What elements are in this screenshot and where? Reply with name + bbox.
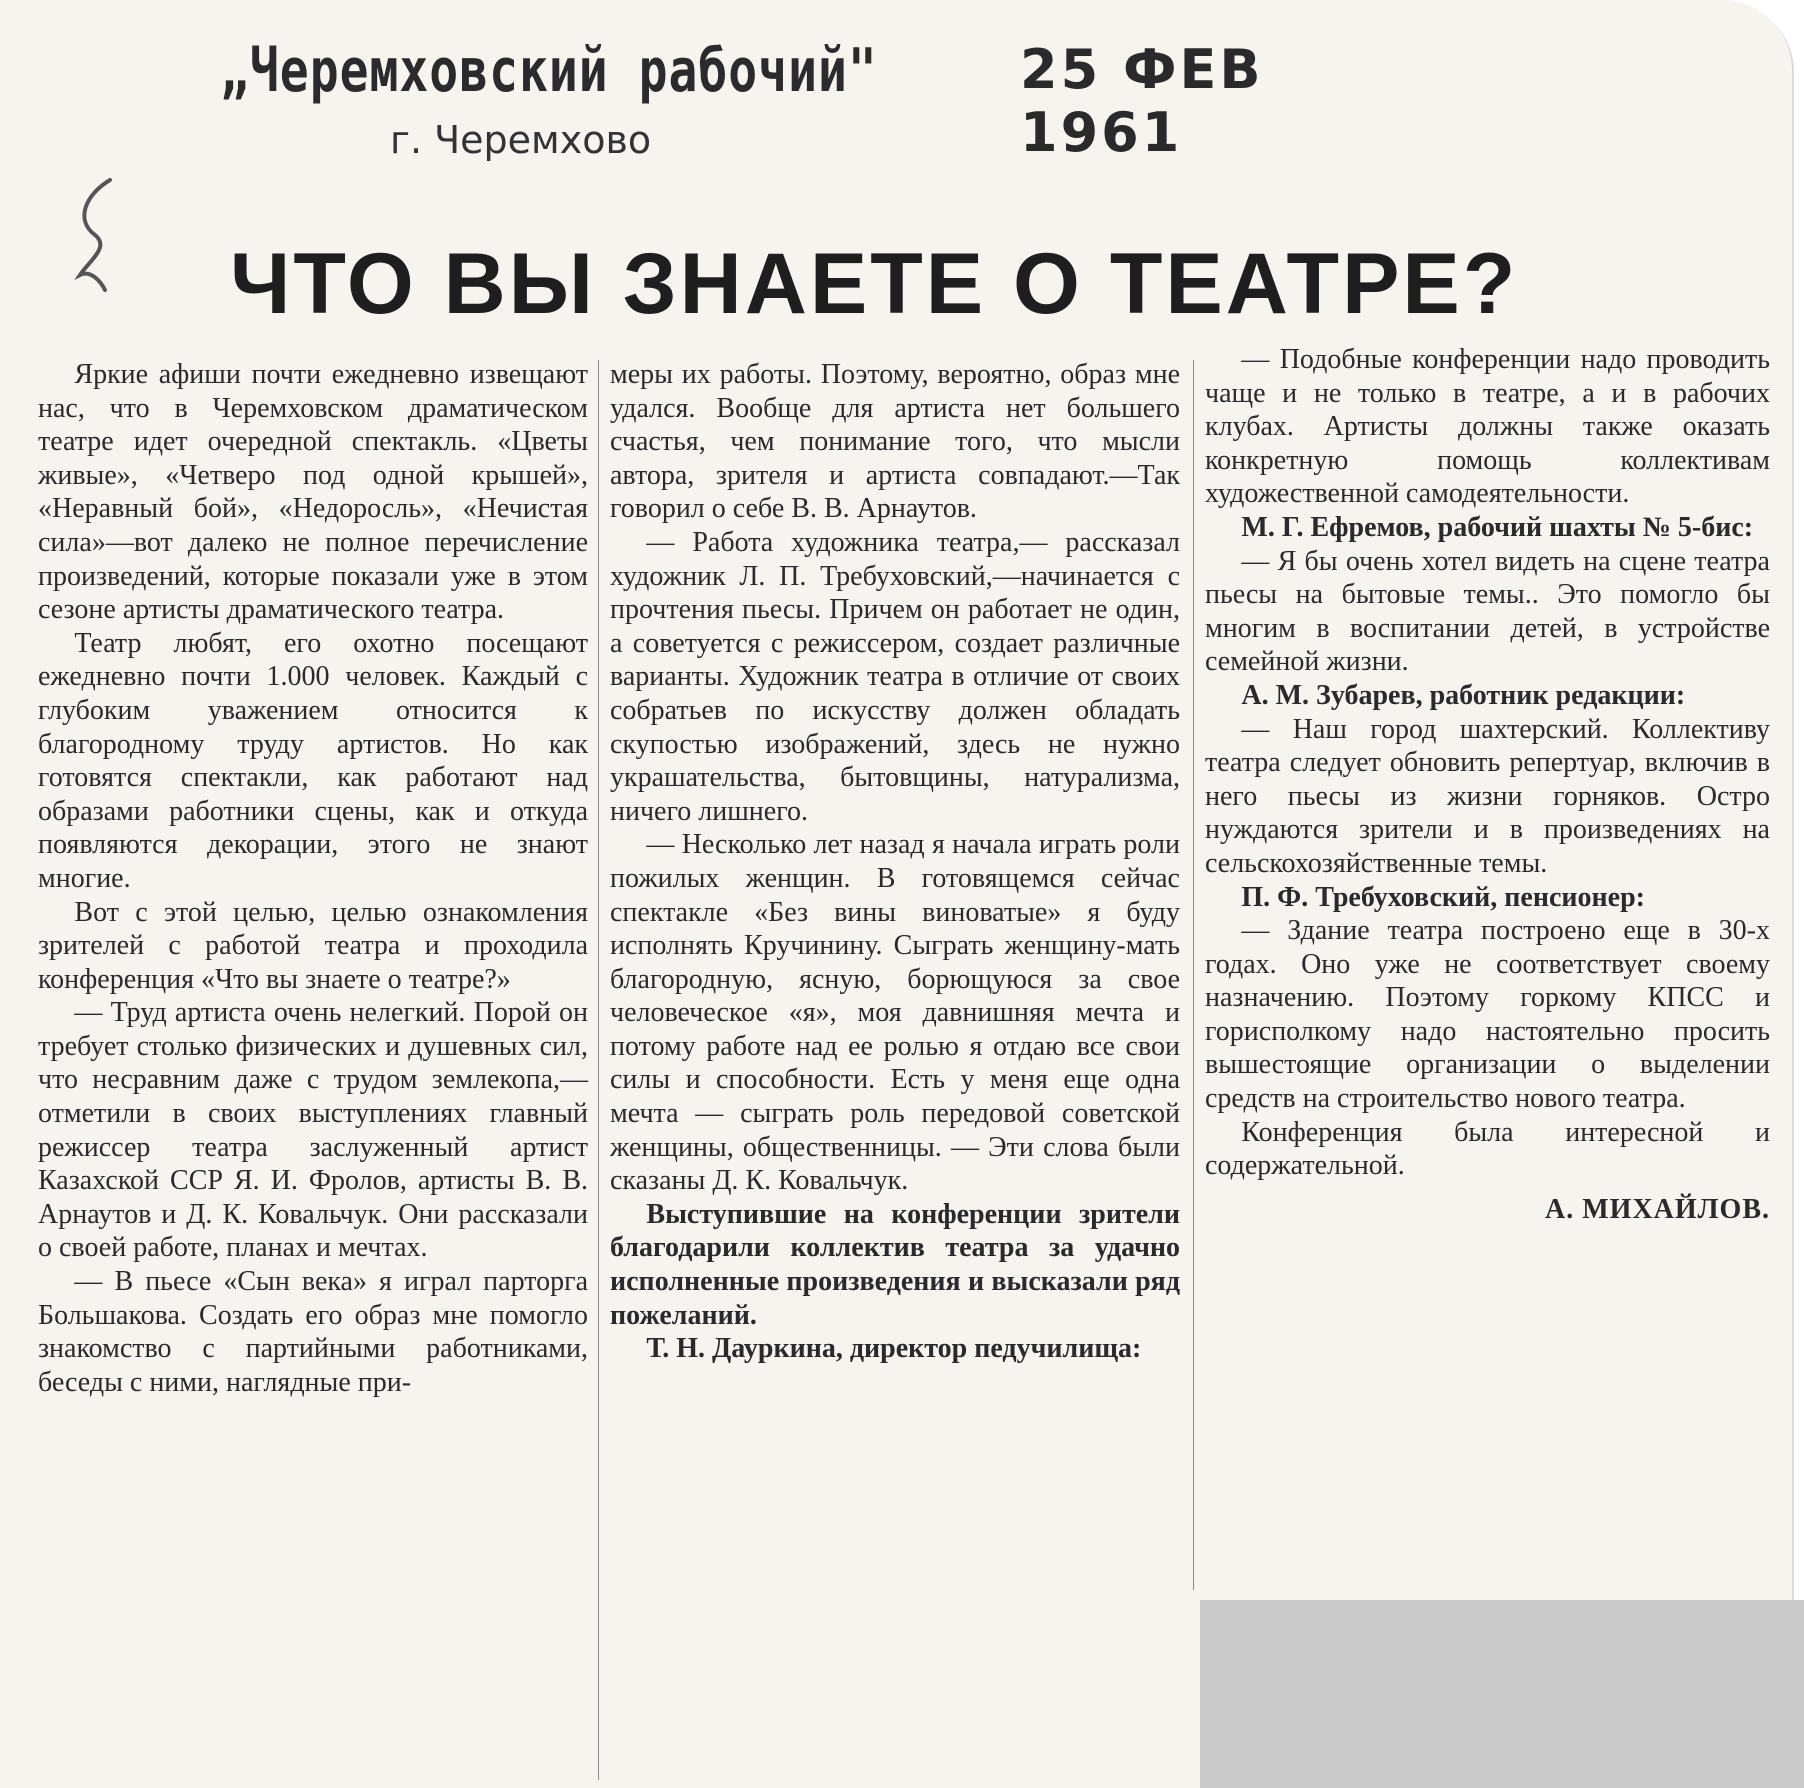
speaker-attribution: Т. Н. Дауркина, директор педучилища: xyxy=(646,1333,1142,1365)
speaker-attribution: П. Ф. Требуховский, пенсионер: xyxy=(1241,881,1645,913)
paragraph: — Труд артиста очень нелегкий. Порой он требует столько физических и душевных сил, что несравним даже с трудом землекопа,—отметили в своих выступлениях главный режиссер театра заслуженный артист Казахской ССР Я. И. Фролов, артисты В. В. Арнаутов и Д. К. Ковальчук. Они рассказали о своей работе, планах и мечтах. xyxy=(38,997,588,1264)
article-column-2 xyxy=(610,358,1180,1366)
author-signature: А. МИХАЙЛОВ. xyxy=(1545,1193,1770,1225)
clipping-cut-corner xyxy=(1200,1600,1804,1788)
speaker-attribution: М. Г. Ефремов, рабочий шахты № 5-бис: xyxy=(1241,511,1754,543)
paragraph: Театр любят, его охотно посещают ежедневно почти 1.000 человек. Каждый с глубоким уважением относится к благородному труду артистов. Но как готовятся спектакли, как работают над образами работники сцены, как и откуда появляются декорации, этого не знают многие. xyxy=(38,627,588,894)
paragraph: — Несколько лет назад я начала играть роли пожилых женщин. В готовящемся сейчас спектакле «Без вины виноватые» я буду исполнять Кручинину. Сыграть женщину-мать благородную, ясную, борющуюся за свое человеческое «я», моя давнишняя мечта и потому работе над ее ролью я отдаю все свои силы и способности. Есть у меня еще одна мечта — сыграть роль передовой советской женщины, общественницы. — Эти слова были сказаны Д. К. Ковальчук. xyxy=(610,829,1180,1197)
masthead xyxy=(220,36,1420,166)
article-headline: ЧТО ВЫ ЗНАЕТЕ О ТЕАТРЕ? xyxy=(230,236,1519,332)
paragraph: Яркие афиши почти ежедневно извещают нас, что в Черемховском драматическом театре идет очередной спектакль. «Цветы живые», «Четверо под одной крышей», «Неравный бой», «Недоросль», «Нечистая сила»—вот далеко не полное перечисление произведений, которые показали уже в этом сезоне артисты драматического театра. xyxy=(38,359,588,626)
article-column-1 xyxy=(38,358,588,1399)
column-divider xyxy=(1193,360,1194,1590)
column-divider xyxy=(598,360,599,1780)
paragraph: Вот с этой целью, целью ознакомления зрителей с работой театра и проходила конференция «Что вы знаете о театре?» xyxy=(38,896,588,995)
paragraph: — Я бы очень хотел видеть на сцене театра пьесы на бытовые темы.. Это помогло бы многим в воспитании детей, в устройстве семейной жизни. xyxy=(1205,545,1770,678)
paragraph: меры их работы. Поэтому, вероятно, образ мне удался. Вообще для артиста нет большего счастья, чем понимание того, что мысли автора, зрителя и артиста совпадают.—Так говорил о себе В. В. Арнаутов. xyxy=(610,359,1180,525)
newspaper-name-stamp: „Черемховский рабочий" xyxy=(220,36,878,106)
paragraph: — Работа художника театра,— рассказал художник Л. П. Требуховский,—начинается с прочтения пьесы. Причем он работает не один, а советуется с режиссером, создает различные варианты. Художник театра в отличие от своих собратьев по искусству должен обладать скупостью изображений, здесь не нужно украшательства, бытовщины, натурализма, ничего лишнего. xyxy=(610,526,1180,827)
article-column-3 xyxy=(1205,343,1770,1226)
paragraph: — Наш город шахтерский. Коллективу театра следует обновить репертуар, включив в него пьесы из жизни горняков. Остро нуждаются зрители и в произведениях на сельскохозяйственные темы. xyxy=(1205,713,1770,879)
date-stamp: 25 ФЕВ 1961 xyxy=(1020,38,1264,164)
paragraph: — Здание театра построено еще в 30-х годах. Оно уже не соответствует своему назначению. Поэтому горкому КПСС и горисполкому надо настоятельно просить вышестоящие организации о выделении средств на строительство нового театра. xyxy=(1205,915,1770,1115)
paragraph: — В пьесе «Сын века» я играл парторга Большакова. Создать его образ мне помогло знакомство с партийными работниками, беседы с ними, наглядные при- xyxy=(38,1266,588,1398)
pen-mark-icon xyxy=(70,175,120,295)
paragraph: Конференция была интересной и содержательной. xyxy=(1205,1116,1770,1182)
speaker-attribution: А. М. Зубарев, работник редакции: xyxy=(1241,679,1686,711)
paragraph: — Подобные конференции надо проводить чаще и не только в театре, а и в рабочих клубах. Артисты должны также оказать конкретную помощь коллективам художественной самодеятельности. xyxy=(1205,344,1770,510)
paragraph: Выступившие на конференции зрители благодарили коллектив театра за удачно исполненные произведения и высказали ряд пожеланий. xyxy=(610,1198,1180,1331)
city-stamp: г. Черемхово xyxy=(390,118,652,162)
